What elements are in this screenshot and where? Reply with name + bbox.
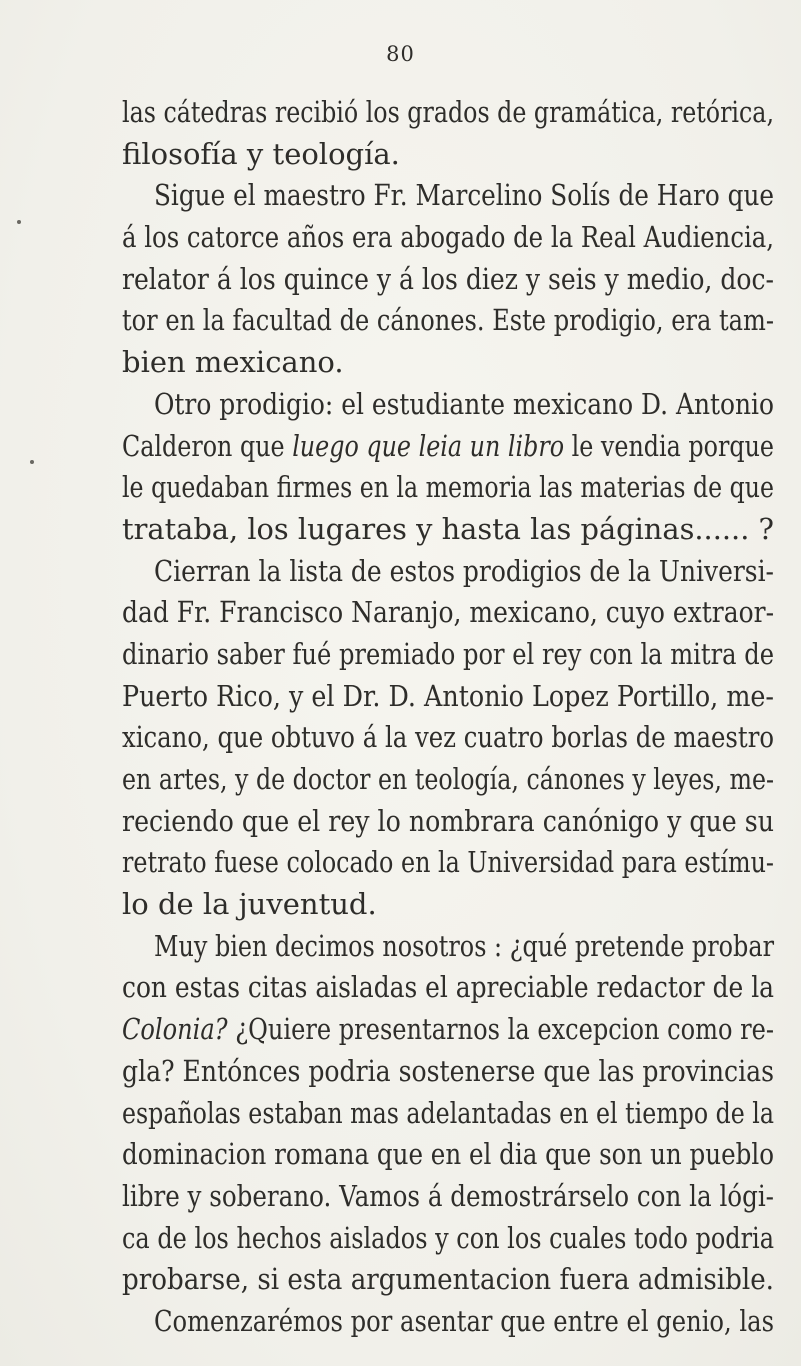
text-run: Cierran la lista de estos prodigios de la Universi- <box>154 553 774 588</box>
text-run: ¿Quiere presentarnos la excepcion como re- <box>227 1012 774 1047</box>
text-run: filosofía y teología. <box>122 136 400 171</box>
text-line <box>122 1093 774 1135</box>
italic-phrase: Colonia? <box>122 1012 228 1047</box>
text-line-content <box>154 175 774 217</box>
text-line-content <box>154 384 774 426</box>
text-line-content <box>122 1134 774 1176</box>
text-run: xicano, que obtuvo á la vez cuatro borlas de maestro <box>122 720 774 755</box>
text-run: le vendia porque <box>564 428 774 463</box>
margin-speck <box>17 220 21 224</box>
text-line-content <box>122 342 344 384</box>
text-line <box>122 551 774 593</box>
text-run: las cátedras recibió los grados de gramática, retórica, <box>122 95 774 129</box>
text-line-content <box>122 676 774 718</box>
text-run: le quedaban firmes en la memoria las materias de que <box>122 470 774 505</box>
text-line-content <box>122 592 774 634</box>
text-line-content <box>122 259 774 301</box>
body-text <box>122 92 774 1343</box>
text-line <box>122 967 774 1009</box>
text-run: con estas citas aisladas el apreciable redactor de la <box>122 970 774 1005</box>
text-line-content <box>122 884 377 926</box>
text-line <box>122 1259 774 1301</box>
text-line-content <box>122 842 774 884</box>
text-line <box>122 134 774 176</box>
text-line <box>122 217 774 259</box>
text-line <box>122 801 774 843</box>
text-line <box>122 926 774 968</box>
text-line <box>122 1301 774 1343</box>
text-run: dad Fr. Francisco Naranjo, mexicano, cuyo extraor- <box>122 595 774 630</box>
text-run: libre y soberano. Vamos á demostrárselo con la lógi- <box>122 1178 774 1213</box>
text-line-content <box>122 426 774 468</box>
text-line-content <box>122 967 774 1009</box>
text-run: españolas estaban mas adelantadas en el tiempo de la <box>122 1095 774 1130</box>
text-line-content <box>122 1093 774 1135</box>
text-line <box>122 1051 774 1093</box>
text-line-content <box>154 926 774 968</box>
text-line-content <box>122 1218 774 1260</box>
text-line-content <box>122 1259 774 1301</box>
text-run: gla? Entónces podria sostenerse que las provincias <box>122 1053 774 1088</box>
text-line-content <box>122 717 774 759</box>
text-line <box>122 467 774 509</box>
text-line <box>122 426 774 468</box>
text-run: Calderon que <box>122 428 293 463</box>
text-line-content <box>122 801 774 843</box>
text-line <box>122 759 774 801</box>
text-line-content <box>122 634 774 676</box>
text-run: Otro prodigio: el estudiante mexicano D. Antonio <box>154 386 774 421</box>
text-line <box>122 842 774 884</box>
text-run: dominacion romana que en el dia que son un pueblo <box>122 1137 774 1172</box>
text-run: Comenzarémos por asentar que entre el genio, las <box>154 1303 774 1338</box>
text-line-content <box>154 1301 774 1343</box>
text-line <box>122 1218 774 1260</box>
text-run: dinario saber fué premiado por el rey con la mitra de <box>122 636 774 671</box>
text-run: en artes, y de doctor en teología, cánones y leyes, me- <box>122 762 774 796</box>
text-run: retrato fuese colocado en la Universidad para estímu- <box>122 845 774 880</box>
text-line <box>122 384 774 426</box>
text-line-content <box>122 1051 774 1093</box>
text-run: relator á los quince y á los diez y seis y medio, doc- <box>122 261 774 296</box>
text-line <box>122 1176 774 1218</box>
text-line-content <box>122 1009 774 1051</box>
text-run: Sigue el maestro Fr. Marcelino Solís de Haro que <box>154 178 774 213</box>
text-line <box>122 175 774 217</box>
text-line-content <box>122 759 774 801</box>
text-run: Puerto Rico, y el Dr. D. Antonio Lopez Portillo, me- <box>122 678 774 713</box>
text-line-content <box>122 509 774 551</box>
page-number: 80 <box>386 42 415 66</box>
text-line-content <box>122 1176 774 1218</box>
italic-phrase: luego que leia un libro <box>292 428 565 463</box>
text-run: lo de la juventud. <box>122 887 377 922</box>
text-line <box>122 342 774 384</box>
text-line <box>122 509 774 551</box>
text-line <box>122 884 774 926</box>
text-run: tor en la facultad de cánones. Este prodigio, era tam- <box>122 303 774 338</box>
text-run: ca de los hechos aislados y con los cuales todo podria <box>122 1220 774 1255</box>
text-line <box>122 717 774 759</box>
text-run: bien mexicano. <box>122 345 344 380</box>
text-line <box>122 1134 774 1176</box>
text-line-content <box>122 467 774 509</box>
text-line <box>122 634 774 676</box>
text-run: reciendo que el rey lo nombrara canónigo y que su <box>122 803 774 838</box>
text-line <box>122 300 774 342</box>
text-line <box>122 676 774 718</box>
margin-speck <box>30 460 34 464</box>
text-run: á los catorce años era abogado de la Real Audiencia, <box>122 220 774 255</box>
text-line <box>122 92 774 134</box>
text-line <box>122 259 774 301</box>
text-line <box>122 1009 774 1051</box>
text-line-content <box>122 134 400 176</box>
text-line-content <box>122 217 774 259</box>
text-run: probarse, si esta argumentacion fuera admisible. <box>122 1262 774 1297</box>
text-run: Muy bien decimos nosotros : ¿qué pretende probar <box>154 928 774 963</box>
text-run: trataba, los lugares y hasta las páginas...... ? <box>122 511 774 546</box>
text-line-content <box>122 92 774 134</box>
text-line <box>122 592 774 634</box>
text-line-content <box>154 551 774 593</box>
text-line-content <box>122 300 774 342</box>
